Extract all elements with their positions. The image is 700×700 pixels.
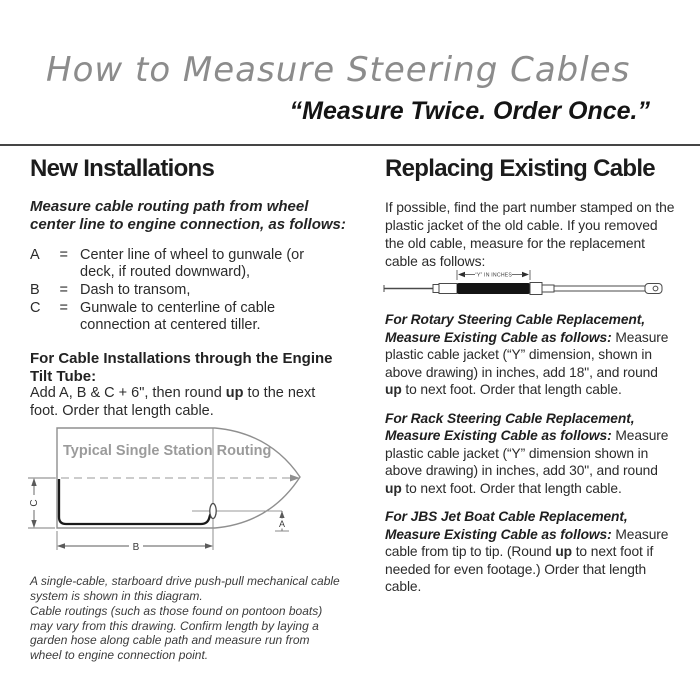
equals-sign: = (59, 247, 68, 264)
replacement-section-rack (385, 410, 675, 498)
list-item-letter: A (30, 247, 40, 264)
list-item (30, 247, 360, 281)
list-item-key (30, 300, 68, 334)
dim-y-arrow-right (522, 272, 529, 277)
bold-up-word: up (385, 382, 402, 397)
replacement-section-rotary (385, 311, 675, 399)
steering-cable-diagram (378, 266, 673, 304)
dim-c-label: C (29, 499, 40, 507)
routing-label: Typical Single Station Routing (63, 443, 272, 459)
new-installations-column (30, 156, 360, 420)
section-body-after: to next foot. Order that length cable. (401, 480, 622, 496)
list-item-text: Center line of wheel to gunwale (or deck, if routed downward), (80, 247, 305, 281)
steering-wheel-icon (210, 504, 216, 519)
list-item (30, 300, 360, 334)
diagram-caption: A single-cable, starboard drive push-pull mechanical cable system is shown in this diagram. (30, 574, 340, 603)
cable-fitting (433, 285, 439, 293)
replacing-cable-heading: Replacing Existing Cable (385, 155, 655, 182)
dim-a-arrow-up (279, 511, 284, 518)
boat-routing-diagram (25, 423, 355, 563)
section-body: Measure plastic cable jacket (“Y” dimension, shown in above drawing) in inches, add 18", and round (385, 329, 669, 380)
header-divider (0, 144, 700, 146)
dim-y-label: “Y” IN INCHES (474, 272, 513, 279)
section-body-after: to next foot if needed for even footage.) Order that length cable. (385, 544, 654, 594)
routing-note-caption: Cable routings (such as those found on pontoon boats) may vary from this drawing. Confirm length by laying a garden hose along cable path and measure run from wheel to engine connection point. (30, 604, 323, 662)
section-body-after: to next foot. Order that length cable. (401, 382, 622, 397)
cable-jacket-black (457, 283, 530, 294)
replacement-section-jbs (385, 508, 675, 596)
abc-measurement-list (30, 247, 360, 334)
tilt-tube-text-after: to the next foot. Order that length cable. (30, 385, 316, 419)
section-heading-line2: Measure Existing Cable as follows: (385, 526, 612, 542)
list-item-key (30, 282, 68, 299)
new-installations-heading: New Installations (30, 155, 215, 182)
section-heading-line1: For JBS Jet Boat Cable Replacement, (385, 509, 628, 524)
dim-b-label: B (132, 542, 140, 553)
dim-c-arrow-up (31, 478, 36, 486)
list-item-text: Dash to transom, (80, 282, 191, 299)
section-heading-line1: For Rotary Steering Cable Replacement, (385, 312, 645, 327)
section-heading-line2: Measure Existing Cable as follows: (385, 329, 612, 345)
list-item-letter: C (30, 300, 41, 317)
equals-sign: = (59, 300, 68, 317)
tilt-tube-text: Add A, B & C + 6", then round (30, 385, 226, 402)
tilt-tube-heading-line1: For Cable Installations through the Engine (30, 350, 333, 368)
list-item-letter: B (30, 282, 40, 299)
list-item-key (30, 247, 68, 281)
cable-ferrule (542, 285, 554, 292)
bold-up-word: up (225, 385, 244, 402)
left-intro-line2: center line to engine connection, as follows: (30, 216, 346, 234)
bold-up-word: up (555, 544, 572, 559)
dim-b-arrow-left (57, 543, 65, 548)
cable-nut (530, 283, 542, 295)
dim-c-arrow-down (31, 520, 36, 528)
replacement-sections (385, 311, 675, 607)
tilt-tube-heading-line2: Tilt Tube: (30, 367, 97, 385)
tilt-tube-heading (30, 350, 360, 385)
cable-path (59, 479, 213, 524)
left-intro (30, 198, 360, 234)
bold-up-word: up (385, 480, 402, 496)
left-intro-line1: Measure cable routing path from wheel (30, 198, 309, 216)
list-item-text: Gunwale to centerline of cable connection at centered tiller. (80, 300, 276, 334)
cable-coupler (439, 284, 457, 294)
section-body: Measure cable from tip to tip. (Round (385, 526, 669, 559)
section-body: Measure plastic cable jacket (“Y” dimension shown in above drawing) in inches, add 30", and round (385, 428, 669, 478)
section-heading-line2: Measure Existing Cable as follows: (385, 428, 612, 443)
equals-sign: = (59, 282, 68, 299)
dim-a-label: A (278, 519, 286, 529)
dim-b-arrow-right (205, 543, 213, 548)
section-heading-line1: For Rack Steering Cable Replacement, (385, 410, 635, 426)
page-title: How to Measure Steering Cables (46, 50, 631, 90)
page-tagline: “Measure Twice. Order Once.” (289, 97, 650, 125)
replacing-cable-column (385, 156, 675, 270)
cable-tube (554, 286, 645, 291)
dim-y-arrow-left (458, 272, 465, 277)
list-item (30, 282, 360, 299)
replacing-cable-intro: If possible, find the part number stamped on the plastic jacket of the old cable. If you removed the old cable, measure for the replacement cable as follows: (385, 199, 675, 270)
tilt-tube-body (30, 385, 320, 420)
